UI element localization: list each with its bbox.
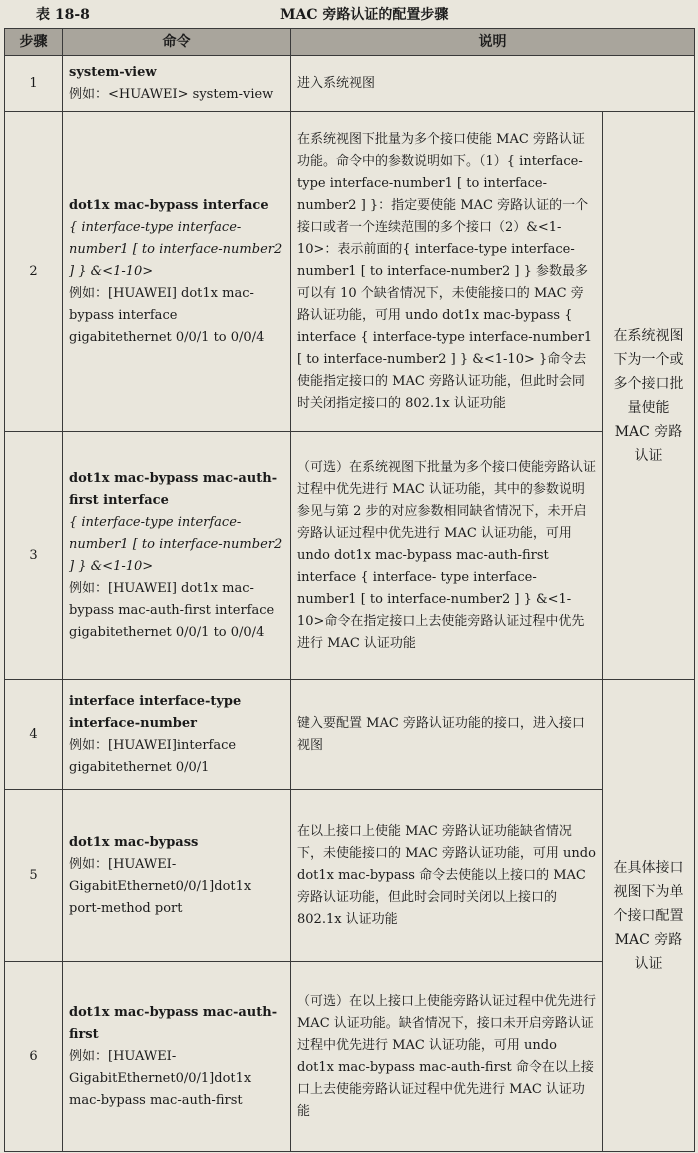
command-example: 例如：[HUAWEI]interface gigabitethernet 0/0/1 <box>69 737 237 775</box>
table-row <box>5 112 695 432</box>
config-steps-table <box>4 28 695 1152</box>
command-cell <box>63 680 291 790</box>
header-step: 步骤 <box>5 29 63 56</box>
interface-view-note: 在具体接口视图下为单个接口配置 MAC 旁路认证 <box>603 680 695 1152</box>
description-cell: 进入系统视图 <box>291 56 695 112</box>
table-row <box>5 962 695 1152</box>
command-example: 例如：[HUAWEI] dot1x mac-bypass mac-auth-first interface gigabitethernet 0/0/1 to 0/0/4 <box>69 580 275 640</box>
command-example: 例如：[HUAWEI-GigabitEthernet0/0/1]dot1x port-method port <box>69 856 252 916</box>
command-example: 例如：[HUAWEI] dot1x mac-bypass interface gigabitethernet 0/0/1 to 0/0/4 <box>69 285 265 345</box>
table-title: MAC 旁路认证的配置步骤 <box>280 7 449 23</box>
step-number: 3 <box>5 432 63 680</box>
table-row <box>5 790 695 962</box>
system-view-note: 在系统视图下为一个或多个接口批量使能 MAC 旁路认证 <box>603 112 695 680</box>
step-number: 1 <box>5 56 63 112</box>
command-cell <box>63 112 291 432</box>
step-number: 4 <box>5 680 63 790</box>
command-cell <box>63 56 291 112</box>
table-header-row <box>5 29 695 56</box>
command-example: 例如：<HUAWEI> system-view <box>69 86 274 102</box>
command-example: 例如：[HUAWEI-GigabitEthernet0/0/1]dot1x mac-bypass mac-auth-first <box>69 1048 252 1108</box>
step-number: 5 <box>5 790 63 962</box>
description-cell: 在以上接口上使能 MAC 旁路认证功能缺省情况下，未使能接口的 MAC 旁路认证功能，可用 undo dot1x mac-bypass 命令去使能以上接口的 MAC 旁路认证功能，但此时会同时关闭以上接口的 802.1x 认证功能 <box>291 790 603 962</box>
command-params: { interface-type interface-number1 [ to interface-number2 ] } &<1-10> <box>69 219 283 279</box>
command-syntax: dot1x mac-bypass mac-auth-first <box>69 1004 278 1042</box>
table-row <box>5 432 695 680</box>
table-row <box>5 680 695 790</box>
command-params: { interface-type interface-number1 [ to interface-number2 ] } &<1-10> <box>69 514 283 574</box>
table-number: 表 18-8 <box>36 7 90 23</box>
step-number: 6 <box>5 962 63 1152</box>
command-cell <box>63 432 291 680</box>
description-cell: （可选）在以上接口上使能旁路认证过程中优先进行 MAC 认证功能。缺省情况下，接口未开启旁路认证过程中优先进行 MAC 认证功能，可用 undo dot1x mac-bypass mac-auth-first 命令在以上接口上去使能旁路认证过程中优先进行 MAC 认证功能 <box>291 962 603 1152</box>
table-caption <box>0 0 698 28</box>
description-cell: （可选）在系统视图下批量为多个接口使能旁路认证过程中优先进行 MAC 认证功能，其中的参数说明参见与第 2 步的对应参数相同缺省情况下，未开启旁路认证过程中优先进行 MAC 认证功能，可用 undo dot1x mac-bypass mac-auth-first interface { interface- type interface-number1 [ to interface-number2 ] } &<1-10>命令在指定接口上去使能旁路认证过程中优先进行 MAC 认证功能 <box>291 432 603 680</box>
command-syntax: dot1x mac-bypass mac-auth-first interface <box>69 470 278 508</box>
command-syntax: dot1x mac-bypass <box>69 834 199 850</box>
description-cell: 在系统视图下批量为多个接口使能 MAC 旁路认证功能。命令中的参数说明如下。（1）{ interface-type interface-number1 [ to interface-number2 ] }：指定要使能 MAC 旁路认证的一个接口或者一个连续范围的多个接口（2）&<1-10>：表示前面的{ interface-type interface-number1 [ to interface-number2 ] } 参数最多可以有 10 个缺省情况下，未使能接口的 MAC 旁路认证功能，可用 undo dot1x mac-bypass { interface { interface-type interface-number1 [ to interface-number2 ] } &<1-10> }命令去使能指定接口的 MAC 旁路认证功能，但此时会同时关闭指定接口的 802.1x 认证功能 <box>291 112 603 432</box>
command-cell <box>63 962 291 1152</box>
command-syntax: dot1x mac-bypass interface <box>69 197 269 213</box>
step-number: 2 <box>5 112 63 432</box>
command-cell <box>63 790 291 962</box>
description-cell: 键入要配置 MAC 旁路认证功能的接口，进入接口视图 <box>291 680 603 790</box>
header-description: 说明 <box>291 29 695 56</box>
command-syntax: interface interface-type interface-number <box>69 693 242 731</box>
table-row <box>5 56 695 112</box>
header-command: 命令 <box>63 29 291 56</box>
command-syntax: system-view <box>69 64 157 80</box>
